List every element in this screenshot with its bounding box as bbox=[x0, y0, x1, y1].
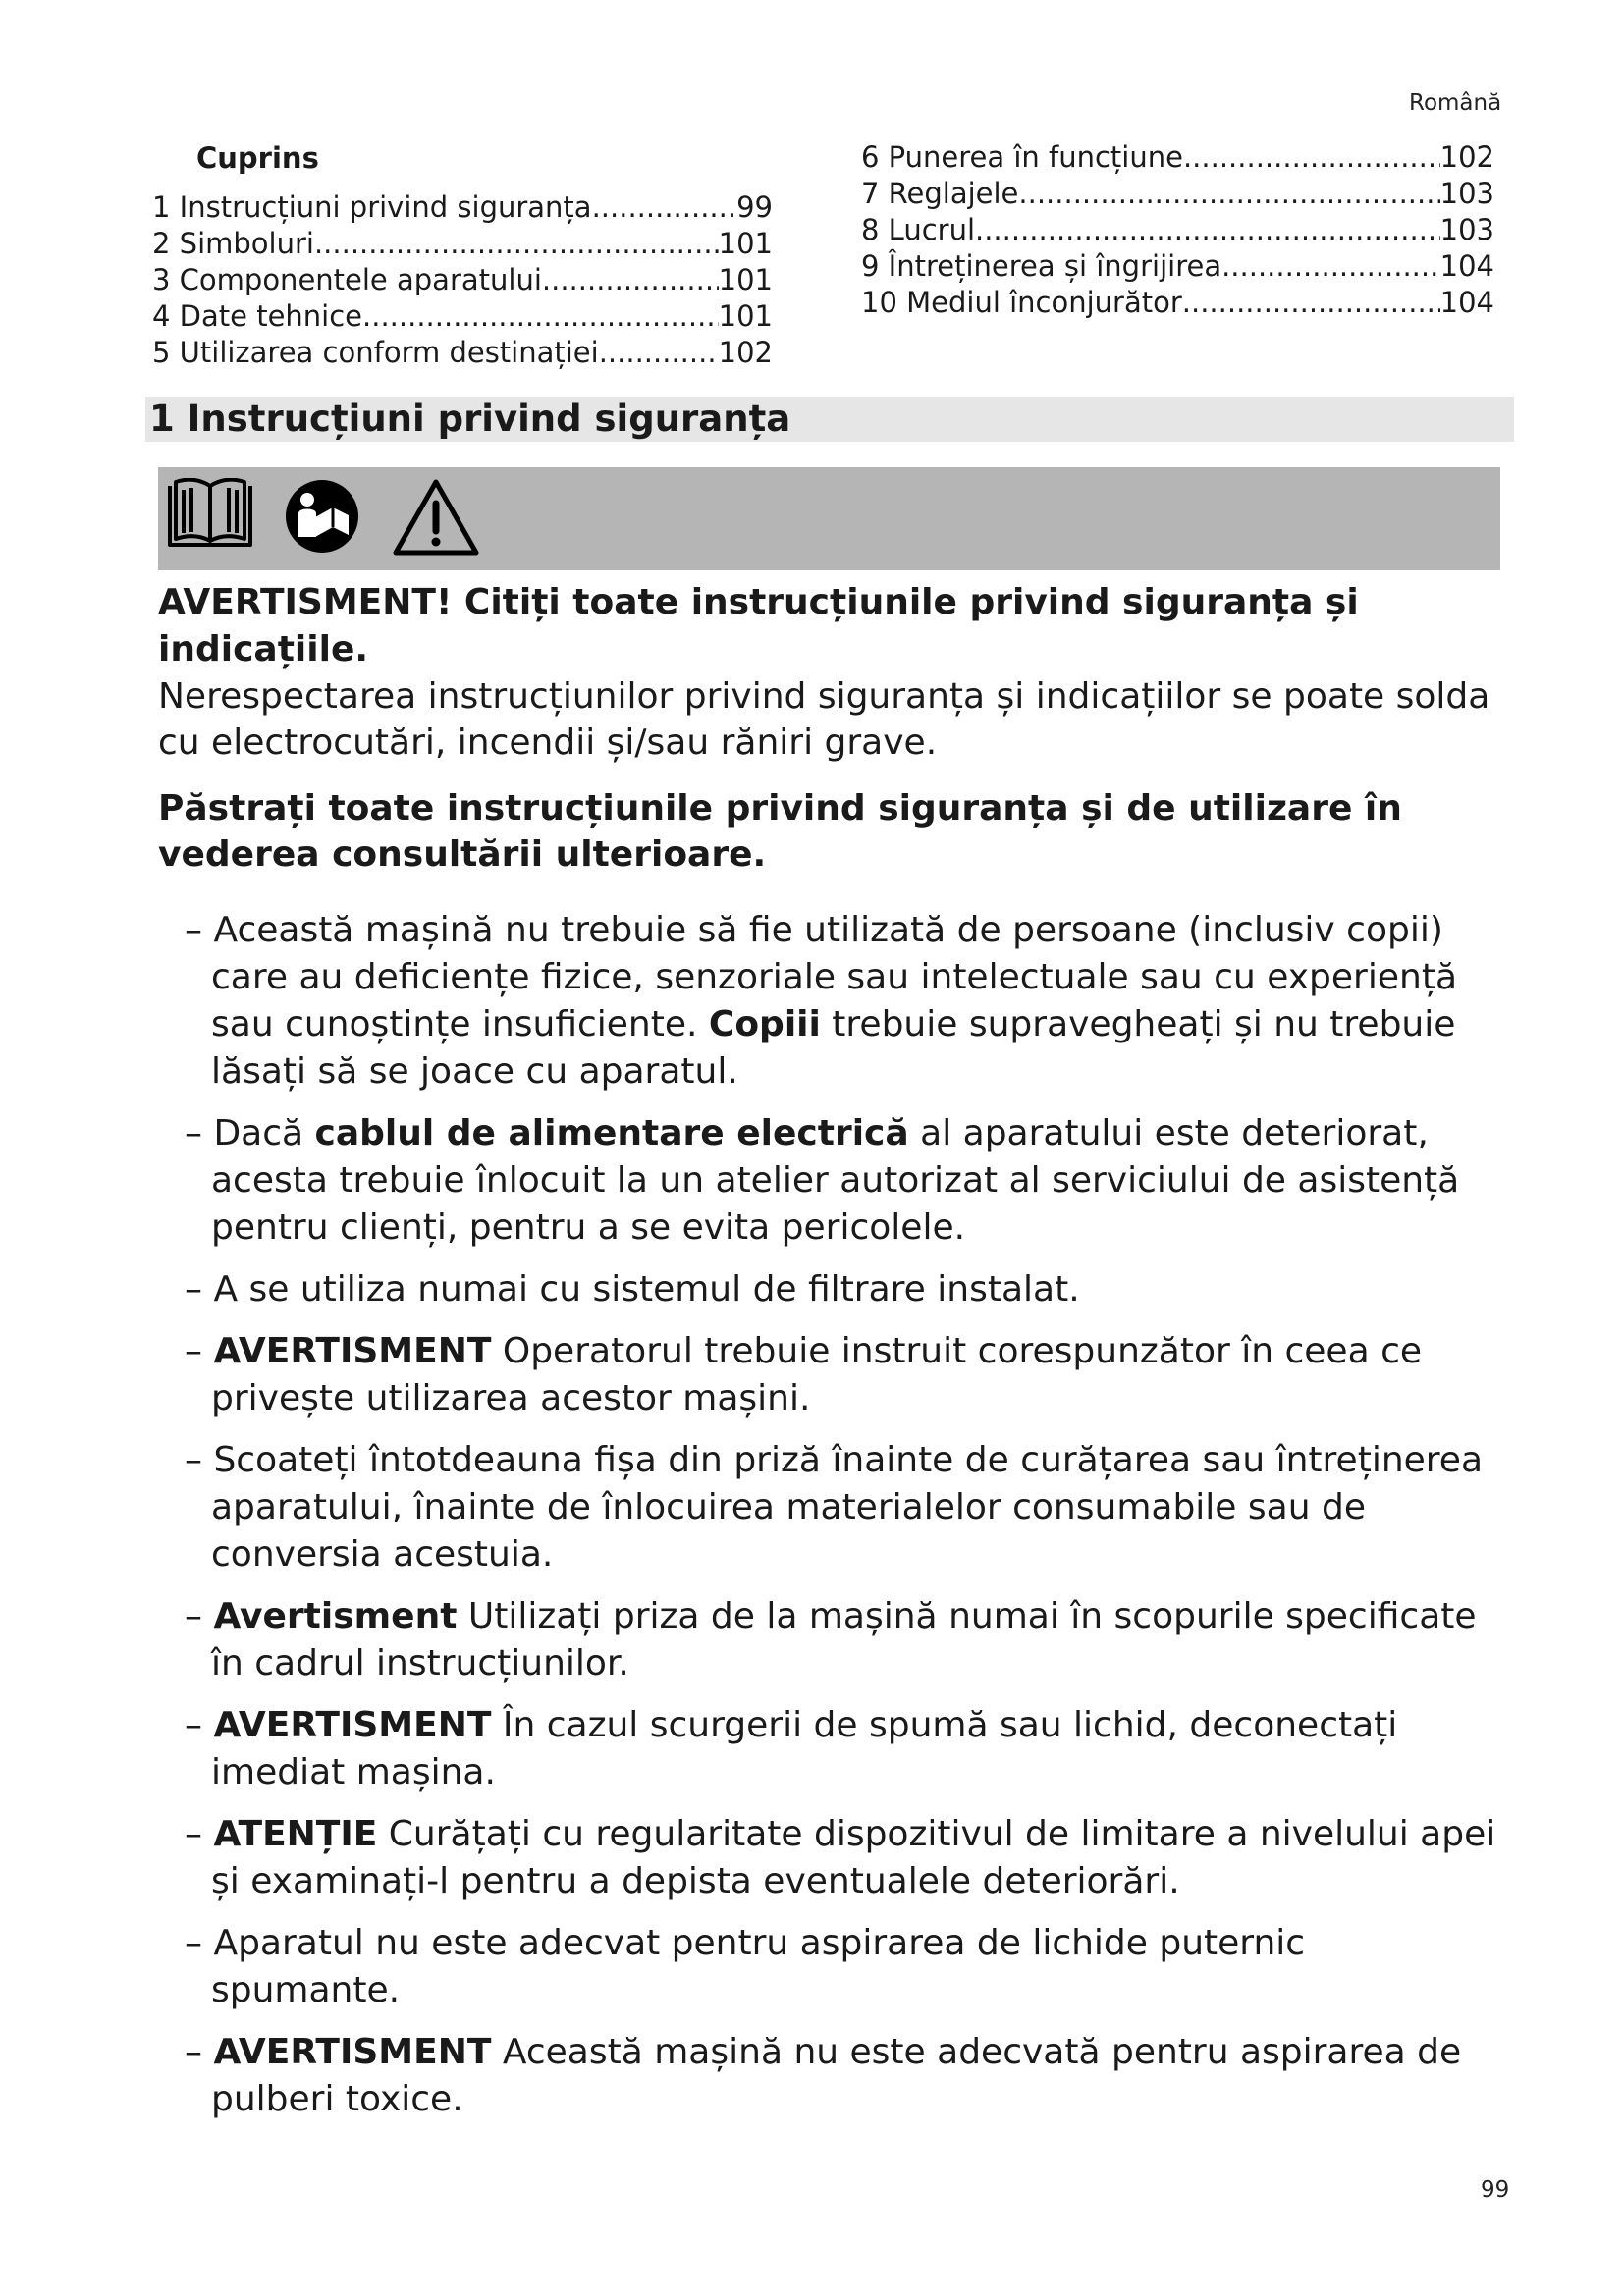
toc-entry-page: 104 bbox=[1439, 286, 1494, 319]
toc-entry-page: 103 bbox=[1439, 177, 1494, 210]
section-header-bar bbox=[145, 397, 1514, 442]
toc-entry[interactable] bbox=[152, 189, 773, 226]
read-manual-icon bbox=[284, 478, 360, 559]
toc-leader bbox=[599, 335, 719, 371]
toc-entry-title: 6 Punerea în funcțiune bbox=[861, 140, 1183, 174]
page-number: 99 bbox=[1481, 2177, 1510, 2203]
list-item: – AVERTISMENT Operatorul trebuie instruit corespunzător în ceea ce privește utilizarea acestor mașini. bbox=[185, 1331, 1423, 1418]
toc-entry[interactable] bbox=[152, 226, 773, 262]
toc-entry[interactable] bbox=[861, 285, 1494, 321]
toc-entry[interactable] bbox=[861, 248, 1494, 285]
toc-entry-page: 101 bbox=[718, 263, 773, 296]
list-item: – Această mașină nu trebuie să fie utilizată de persoane (inclusiv copii) care au deficiențe fizice, senzoriale sau intelectuale sau cu experiență sau cunoștințe insuficiente. Copiii trebuie supravegheați și nu trebuie lăsați să se joace cu aparatul. bbox=[185, 910, 1457, 1092]
list-item: – ATENȚIE Curățați cu regularitate dispozitivul de limitare a nivelului apei și examinați-l pentru a depista eventualele deteriorări. bbox=[185, 1814, 1496, 1901]
list-item: – Aparatul nu este adecvat pentru aspirarea de lichide puternic spumante. bbox=[185, 1923, 1306, 2010]
toc-entry-title: 5 Utilizarea conform destinației bbox=[152, 336, 599, 369]
keep-instructions-notice: Păstrați toate instrucțiunile privind siguranța și de utilizare în vederea consultării ulterioare. bbox=[158, 788, 1402, 875]
list-item: – Dacă cablul de alimentare electrică al aparatului este deteriorat, acesta trebuie înlocuit la un atelier autorizat al serviciului de asistență pentru clienți, pentru a se evita pericolele. bbox=[185, 1113, 1460, 1248]
language-label: Română bbox=[1409, 90, 1502, 116]
toc-leader bbox=[362, 298, 719, 335]
toc-entry-page: 104 bbox=[1439, 249, 1494, 283]
toc-leader bbox=[542, 262, 719, 298]
toc-entry-title: 2 Simboluri bbox=[152, 227, 314, 260]
toc-leader bbox=[1183, 139, 1440, 176]
safety-list bbox=[158, 907, 1503, 2123]
toc-entry[interactable] bbox=[152, 335, 773, 371]
warning-heading: AVERTISMENT! Citiți toate instrucțiunile privind siguranța și indicațiile. bbox=[158, 582, 1359, 669]
toc-entry[interactable] bbox=[152, 262, 773, 298]
list-item: – Scoateți întotdeauna fișa din priză înainte de curățarea sau întreținerea aparatului, înainte de înlocuirea materialelor consumabile sau de conversia acestuia. bbox=[185, 1440, 1483, 1575]
toc-entry-page: 102 bbox=[718, 336, 773, 369]
list-item: – AVERTISMENT Această mașină nu este adecvată pentru aspirarea de pulberi toxice. bbox=[185, 2032, 1462, 2119]
toc-entry-title: 3 Componentele aparatului bbox=[152, 263, 542, 296]
toc-leader bbox=[1018, 176, 1439, 212]
toc-leader bbox=[975, 212, 1440, 248]
list-item: – A se utiliza numai cu sistemul de filtrare instalat. bbox=[185, 1269, 1080, 1309]
toc-entry-page: 101 bbox=[718, 299, 773, 333]
toc-entry-page: 101 bbox=[718, 227, 773, 260]
toc-entry-page: 99 bbox=[736, 190, 773, 224]
section-title: 1 Instrucțiuni privind siguranța bbox=[149, 398, 791, 440]
toc-entry-title: 8 Lucrul bbox=[861, 213, 975, 246]
toc-entry-title: 1 Instrucțiuni privind siguranța bbox=[152, 190, 592, 224]
toc-right-column bbox=[861, 139, 1494, 321]
toc-left-column bbox=[152, 189, 773, 371]
toc-entry-title: 7 Reglajele bbox=[861, 177, 1019, 210]
toc-entry[interactable] bbox=[861, 139, 1494, 176]
list-item: – AVERTISMENT În cazul scurgerii de spumă sau lichid, deconectați imediat mașina. bbox=[185, 1705, 1398, 1792]
book-icon bbox=[164, 478, 256, 557]
toc-leader bbox=[314, 226, 719, 262]
list-item: – Avertisment Utilizați priza de la mașină numai în scopurile specificate în cadrul instrucțiunilor. bbox=[185, 1596, 1477, 1683]
toc-entry-title: 10 Mediul înconjurător bbox=[861, 286, 1182, 319]
toc-entry-page: 103 bbox=[1439, 213, 1494, 246]
toc-leader bbox=[1182, 285, 1440, 321]
warning-triangle-icon bbox=[392, 478, 480, 561]
safety-icons-bar bbox=[158, 467, 1500, 570]
toc-entry[interactable] bbox=[152, 298, 773, 335]
toc-leader bbox=[592, 189, 737, 226]
warning-body: Nerespectarea instrucțiunilor privind siguranța și indicațiilor se poate solda cu electrocutări, incendii și/sau răniri grave. bbox=[158, 676, 1490, 763]
toc-entry-title: 4 Date tehnice bbox=[152, 299, 363, 333]
toc-entry-title: 9 Întreținerea și îngrijirea bbox=[861, 249, 1222, 283]
toc-entry[interactable] bbox=[861, 212, 1494, 248]
toc-title: Cuprins bbox=[196, 141, 319, 175]
toc-entry[interactable] bbox=[861, 176, 1494, 212]
safety-content bbox=[158, 579, 1503, 2138]
toc-entry-page: 102 bbox=[1439, 140, 1494, 174]
toc-leader bbox=[1221, 248, 1440, 285]
